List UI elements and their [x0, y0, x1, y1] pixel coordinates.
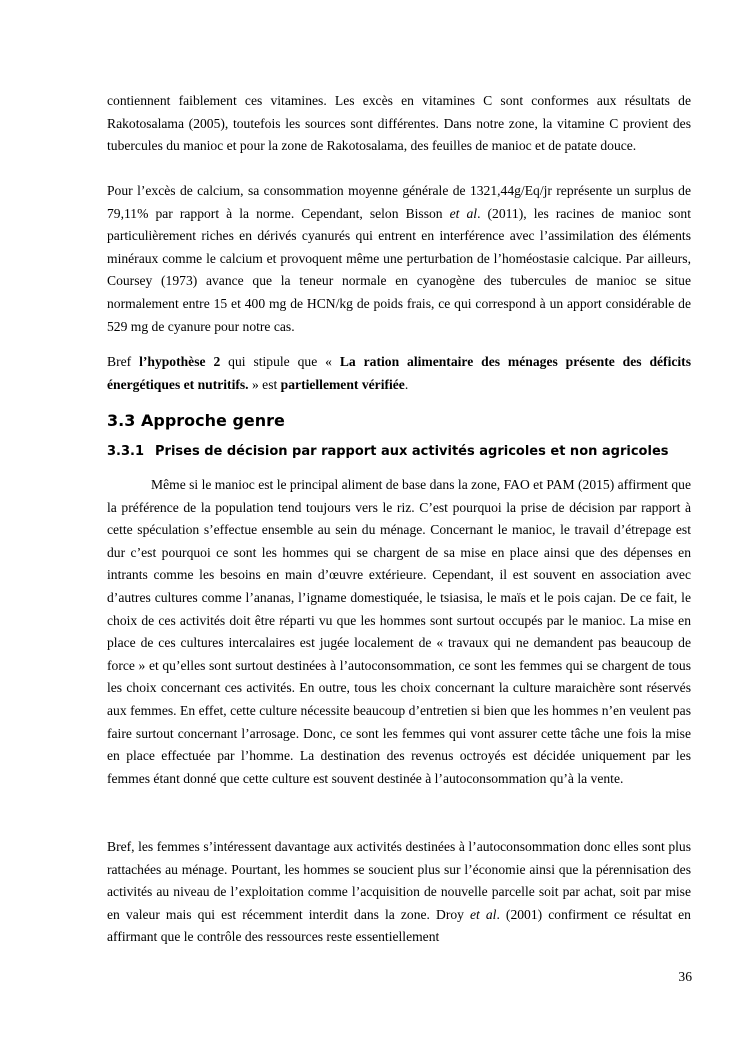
hypothesis-part-4: . [404, 376, 409, 392]
paragraph-vitamins-text: contiennent faiblement ces vitamines. Les excès en vitamines C sont conformes aux résultats de Rakotosalama (2005), toutefois les sources sont différentes. Dans notre zone, la vitamine C provient des tubercules du manioc et pour la zone de Rakotosalama, des feuilles de manioc et de patate douce. [107, 93, 691, 154]
subsection-title: Prises de décision par rapport aux activités agricoles et non agricoles [155, 444, 669, 459]
hypothesis-verdict: partiellement vérifiée [280, 376, 405, 392]
paragraph-decisions-text: Même si le manioc est le principal aliment de base dans la zone, FAO et PAM (2015) affirment que la préférence de la population tend toujours vers le riz. C’est pourquoi la prise de décision par rapport à cette spéculation s’effectue ensemble au sein du ménage. Concernant le manioc, le travail d’étrepage est dur c’est pourquoi ce sont les hommes qui se chargent de sa mise en place ainsi que des dépenses en intrants comme les besoins en main d’œuvre extérieure. Cependant, il est souvent en association avec d’autres cultures comme l’ananas, l’igname domestiquée, le tsiasisa, le maïs et le pois cajan. De ce fait, le choix de ces activités doit être réparti vu que les hommes sont surtout occupés par le manioc. La mise en place de ces cultures intercalaires est jugée localement de « travaux qui ne demandent pas beaucoup de force » et qu’elles sont surtout destinées à l’autoconsommation, ce sont les femmes qui se chargent de tous les choix concernant ces activités. En outre, tous les choix concernant la culture maraichère sont réservés aux femmes. En effet, cette culture nécessite beaucoup d’entretien si bien que les hommes n’en veulent pas faire surtout concernant l’arrosage. Donc, ce sont les femmes qui vont assurer cette tâche une fois la mise en place effectuée par l’homme. La destination des revenus octroyés est décidée uniquement par les femmes étant donné que cette culture est souvent destinée à l’autoconsommation qu’à la vente. [107, 477, 691, 786]
paragraph-calcium [107, 180, 691, 338]
paragraph-decisions [107, 474, 691, 790]
page-number: 36 [678, 969, 692, 984]
hypothesis-statement: La ration alimentaire des ménages présente des déficits énergétiques et nutritifs. [107, 354, 691, 392]
calcium-et-al: et al [449, 205, 478, 221]
hypothesis-part-2: qui stipule que « [220, 354, 340, 369]
hypothesis-part-1: Bref [107, 354, 140, 369]
calcium-text-start: Pour l’excès de calcium, sa consommation moyenne générale de 1321,44g/Eq/jr représente un surplus de 79,11% par rapport à la norme. Cependant, selon Bisson [107, 183, 691, 221]
women-men-et-al: et al [470, 906, 497, 922]
women-men-text-end: . (2001) confirment ce résultat en affirmant que le contrôle des ressources reste essentiellement [107, 906, 691, 945]
paragraph-hypothesis [107, 351, 691, 396]
subsection-heading [107, 442, 669, 462]
subsection-number: 3.3.1 [107, 444, 145, 459]
calcium-text-end: . (2011), les racines de manioc sont particulièrement riches en dérivés cyanurés qui entrent en interférence avec l’assimilation des éléments minéraux comme le calcium et provoquent même une perturbation de l’homéostasie calcique. Par ailleurs, Coursey (1973) avance que la teneur normale en cyanogène des tubercules de manioc se situe normalement entre 15 et 400 mg de HCN/kg de poids frais, ce qui correspond à un apport considérable de 529 mg de cyanure pour notre cas. [107, 205, 691, 334]
hypothesis-part-3: » est [248, 376, 281, 392]
paragraph-women-men [107, 836, 691, 949]
section-number: 3.3 [107, 411, 136, 430]
women-men-text-start: Bref, les femmes s’intéressent davantage aux activités destinées à l’autoconsommation donc elles sont plus rattachées au ménage. Pourtant, les hommes se soucient plus sur l’économie ainsi que la pérennisation des activités au niveau de l’exploitation comme l’acquisition de nouvelle parcelle soit par achat, soit par mise en valeur mais qui est récemment interdit dans la zone. Droy [107, 839, 691, 922]
section-title: Approche genre [141, 411, 285, 430]
section-heading [107, 410, 285, 432]
paragraph-vitamins [107, 90, 691, 158]
hypothesis-label: l’hypothèse 2 [139, 354, 221, 369]
